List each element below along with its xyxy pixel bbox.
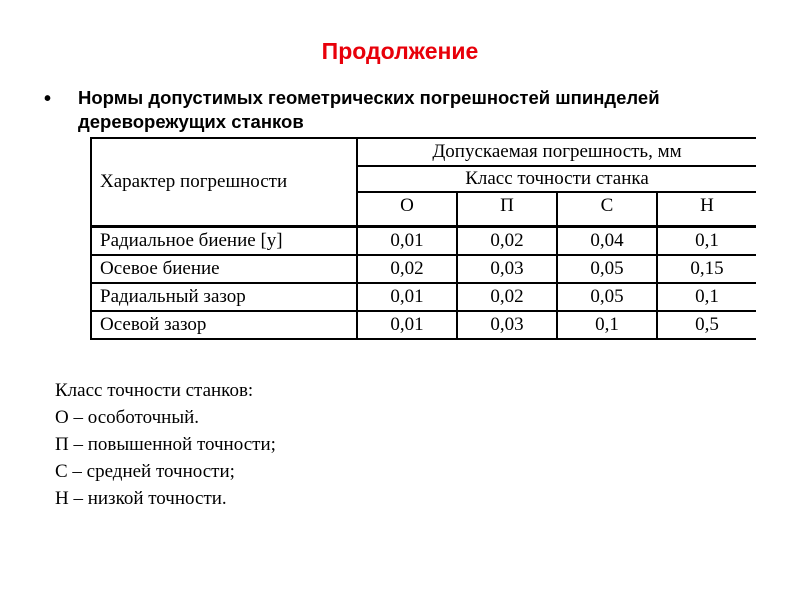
slide-title: Продолжение [321,38,479,64]
row-label: Осевое биение [91,255,357,283]
slide-heading: Нормы допустимых геометрических погрешностей шпинделей дереворежущих станков [78,87,660,132]
class-column-header: Н [657,192,756,227]
table-row [91,255,756,283]
table-cell: 0,1 [657,283,756,311]
table-cell: 0,1 [657,227,756,256]
legend-item: С – средней точности; [55,461,235,482]
tolerance-table [90,137,756,340]
legend-item: Н – низкой точности. [55,488,227,509]
legend-item: П – повышенной точности; [55,434,276,455]
table-cell: 0,15 [657,255,756,283]
legend-item: О – особоточный. [55,407,200,428]
table-cell: 0,02 [457,227,557,256]
table-header-row [91,138,756,166]
table-row [91,227,756,256]
table-cell: 0,03 [457,311,557,339]
char-header-cell: Характер погрешности [91,138,357,227]
table-cell: 0,01 [357,283,457,311]
class-column-header: С [557,192,657,227]
table-cell: 0,05 [557,283,657,311]
table-cell: 0,04 [557,227,657,256]
legend-title: Класс точности станков: [55,380,254,401]
table-cell: 0,03 [457,255,557,283]
row-label: Радиальный зазор [91,283,357,311]
table-cell: 0,02 [357,255,457,283]
table-cell: 0,1 [557,311,657,339]
row-label: Осевой зазор [91,311,357,339]
table-cell: 0,01 [357,227,457,256]
table-cell: 0,02 [457,283,557,311]
bullet-marker: • [44,88,52,110]
table-row [91,283,756,311]
class-column-header: П [457,192,557,227]
tolerance-header-cell: Допускаемая погрешность, мм [357,138,756,166]
table-cell: 0,05 [557,255,657,283]
row-label: Радиальное биение [y] [91,227,357,256]
class-header-cell: Класс точности станка [357,166,756,192]
table-row [91,311,756,339]
class-column-header: О [357,192,457,227]
table-cell: 0,01 [357,311,457,339]
class-legend [55,377,276,512]
table-cell: 0,5 [657,311,756,339]
